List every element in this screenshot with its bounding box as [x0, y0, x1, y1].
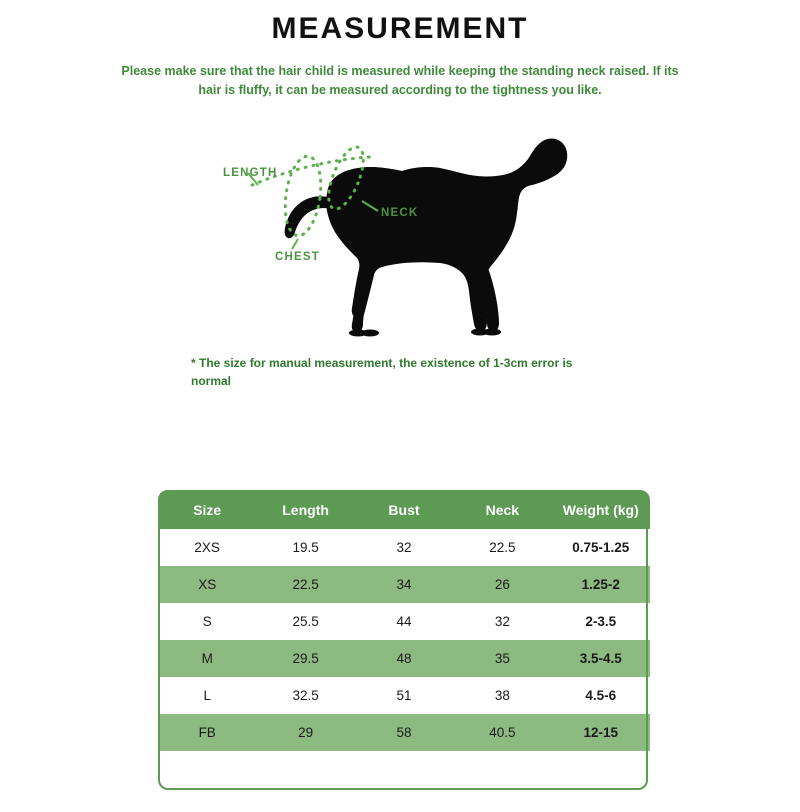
cell-weight: 4.5-6 [552, 677, 650, 714]
size-table [158, 490, 650, 791]
column-header-weight: Weight (kg) [552, 490, 650, 529]
label-neck: NECK [381, 206, 419, 219]
cell-bust: 34 [355, 566, 453, 603]
cell-weight: 2-3.5 [552, 603, 650, 640]
table-row [158, 603, 650, 640]
cell-neck: 32 [453, 603, 551, 640]
cell-bust: 58 [355, 714, 453, 751]
cell-size: S [158, 603, 256, 640]
column-header-size: Size [158, 490, 256, 529]
cell-length: 29.5 [256, 640, 354, 677]
dog-measurement-illustration [0, 123, 800, 343]
cell-size: FB [158, 714, 256, 751]
page-title: MEASUREMENT [271, 12, 529, 45]
table-head [158, 490, 650, 529]
chest-pointer [292, 239, 298, 249]
cell-length: 29 [256, 714, 354, 751]
table-row [158, 640, 650, 677]
table-row [158, 677, 650, 714]
cell-bust: 32 [355, 529, 453, 566]
instruction-text: Please make sure that the hair child is measured while keeping the standing neck raised. If its hair is fluffy, it can be measured according to the tightness you like. [121, 64, 679, 98]
cell-neck: 35 [453, 640, 551, 677]
label-chest: CHEST [275, 250, 320, 263]
cell-bust: 51 [355, 677, 453, 714]
table-body [158, 529, 650, 751]
cell-neck: 22.5 [453, 529, 551, 566]
measurement-page [0, 12, 800, 812]
cell-length: 25.5 [256, 603, 354, 640]
column-header-neck: Neck [453, 490, 551, 529]
cell-size: XS [158, 566, 256, 603]
cell-size: L [158, 677, 256, 714]
measurement-note: * The size for manual measurement, the existence of 1-3cm error is normal [191, 356, 573, 388]
cell-weight: 3.5-4.5 [552, 640, 650, 677]
table-row [158, 529, 650, 566]
cell-weight: 0.75-1.25 [552, 529, 650, 566]
table-footer-row [158, 751, 650, 791]
cell-size: 2XS [158, 529, 256, 566]
cell-weight: 1.25-2 [552, 566, 650, 603]
label-length: LENGTH [223, 166, 278, 179]
cell-neck: 26 [453, 566, 551, 603]
size-chart-table [158, 490, 650, 791]
cell-bust: 44 [355, 603, 453, 640]
table-header-row [158, 490, 650, 529]
cell-size: M [158, 640, 256, 677]
cell-bust: 48 [355, 640, 453, 677]
cell-length: 32.5 [256, 677, 354, 714]
table-foot [158, 751, 650, 791]
cell-length: 19.5 [256, 529, 354, 566]
cell-length: 22.5 [256, 566, 354, 603]
dog-silhouette-icon [170, 123, 630, 343]
cell-neck: 40.5 [453, 714, 551, 751]
column-header-bust: Bust [355, 490, 453, 529]
column-header-length: Length [256, 490, 354, 529]
table-row [158, 714, 650, 751]
table-footer-spacer [158, 751, 650, 791]
cell-weight: 12-15 [552, 714, 650, 751]
table-row [158, 566, 650, 603]
cell-neck: 38 [453, 677, 551, 714]
